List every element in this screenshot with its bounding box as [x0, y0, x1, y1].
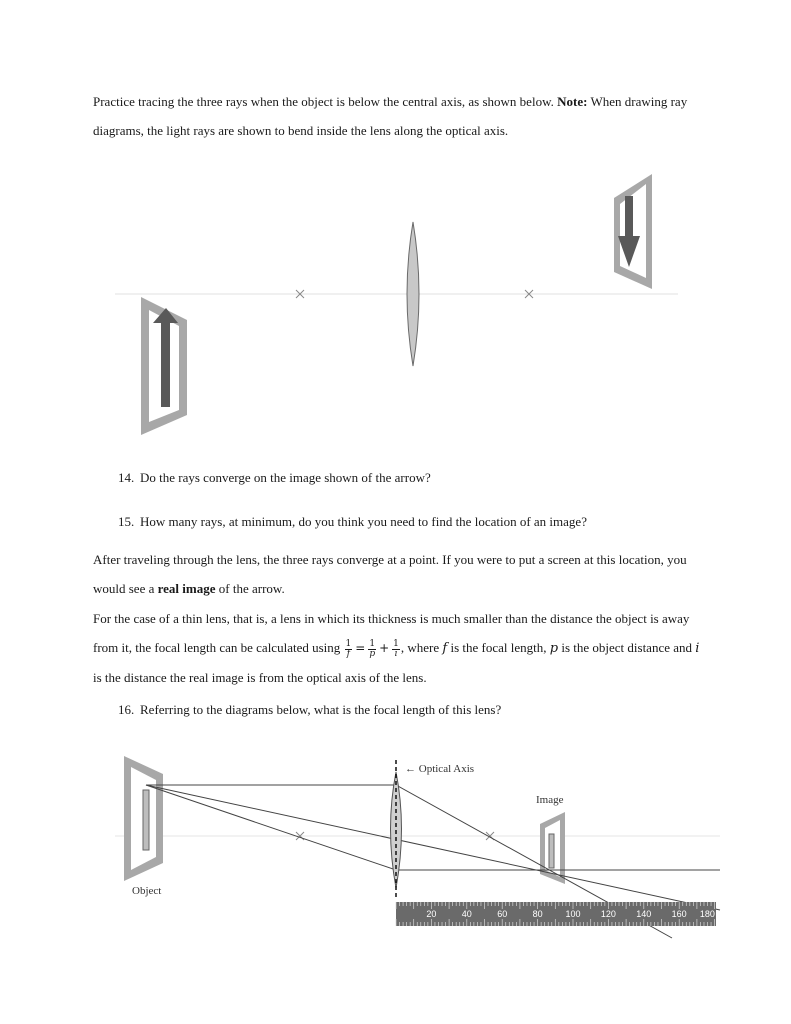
note-label: Note:: [557, 94, 588, 109]
question-15-text: How many rays, at minimum, do you think you need to find the location of an image?: [140, 514, 587, 529]
question-14: [118, 468, 431, 488]
variable-f: f: [442, 641, 448, 656]
intro-paragraph: [93, 87, 703, 145]
thin-lens-text-5: is the distance the real image is from the optical axis of the lens.: [93, 670, 427, 685]
ruler-label: 120: [600, 909, 616, 919]
ruler-label: 40: [461, 909, 472, 919]
measurement-ruler: [396, 902, 729, 926]
ruler-label: 20: [426, 909, 437, 919]
real-image-paragraph: [93, 545, 703, 603]
image-arrow-frame: [614, 174, 652, 289]
variable-i: i: [695, 641, 700, 656]
ruler-label: 60: [497, 909, 508, 919]
thin-lens-text-2: , where: [400, 640, 440, 655]
optical-axis-label: ← Optical Axis: [405, 763, 475, 775]
image-arrow: [549, 834, 554, 868]
image-label: Image: [536, 794, 564, 806]
ray-diagram-practice: [0, 165, 791, 445]
question-14-text: Do the rays converge on the image shown of the arrow?: [140, 470, 431, 485]
thin-lens-text-3: is the focal length,: [450, 640, 547, 655]
real-image-text-2: of the arrow.: [215, 581, 285, 596]
fraction-1-over-f: $\frac{1}{f}$: [345, 638, 352, 659]
object-frame: [124, 756, 163, 881]
object-arrow-frame: [141, 297, 187, 435]
question-16-text: Referring to the diagrams below, what is the focal length of this lens?: [140, 702, 502, 717]
thin-lens-paragraph: [93, 604, 708, 692]
object-arrow: [143, 790, 149, 850]
fraction-1-over-i: $\frac{1}{i}$: [393, 638, 399, 659]
ruler-label: 100: [565, 909, 581, 919]
focal-length-diagram: [0, 750, 791, 950]
converging-lens: [407, 222, 419, 366]
question-15-number: 15.: [118, 514, 135, 529]
thin-lens-text-4: is the object distance and: [561, 640, 693, 655]
intro-text-1: Practice tracing the three rays when the object is below the central axis, as shown below.: [93, 94, 558, 109]
intro-text-2: When drawing ray diagrams, the light rays are shown to bend inside the lens along the optical axis.: [93, 94, 688, 138]
question-16-number: 16.: [118, 702, 135, 717]
real-image-term: real image: [157, 581, 216, 596]
ruler-label: 180 cm: [699, 909, 730, 919]
question-14-number: 14.: [118, 470, 135, 485]
question-16: [118, 700, 501, 720]
thin-lens-text-1: For the case of a thin lens, that is, a lens in which its thickness is much smaller than the distance the object is away from it, the focal length can be calculated using: [93, 611, 690, 655]
real-image-text-1: After traveling through the lens, the three rays converge at a point. If you were to put a screen at this location, you would see a: [93, 552, 687, 596]
ruler-label: 80: [532, 909, 543, 919]
ruler-label: 160: [671, 909, 687, 919]
equals-sign: =: [355, 641, 366, 655]
ruler-label: 140: [636, 909, 652, 919]
variable-p: p: [549, 641, 559, 656]
plus-sign: +: [379, 641, 390, 655]
question-15: [118, 512, 587, 532]
fraction-1-over-p: $\frac{1}{p}$: [369, 638, 376, 659]
object-label: Object: [132, 885, 162, 897]
